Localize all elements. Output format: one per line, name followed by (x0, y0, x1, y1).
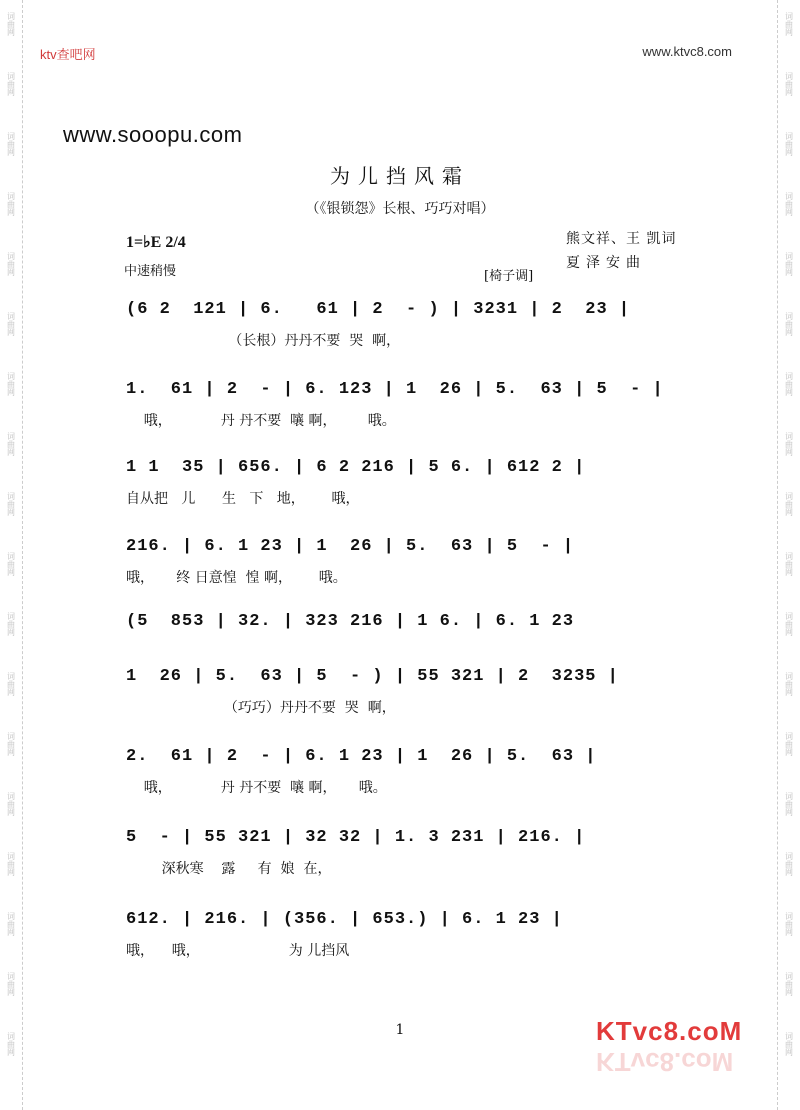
side-watermark: 词曲网 (6, 552, 16, 576)
lyrics-line: 哦， 哦， 为 儿挡风 (126, 943, 350, 959)
side-watermark: 词曲网 (784, 432, 794, 456)
side-watermark: 词曲网 (784, 372, 794, 396)
side-watermark: 词曲网 (6, 852, 16, 876)
side-watermark: 词曲网 (6, 1032, 16, 1056)
side-watermark: 词曲网 (784, 792, 794, 816)
notation: (6 2 121 | 6. 61 | 2 - ) | 3231 | 2 23 | (126, 300, 631, 319)
lyricist-credit: 熊文祥、王 凯词 (566, 231, 677, 247)
tempo-marking: 中速稍慢 (124, 264, 177, 279)
score-line (120, 380, 710, 446)
source-url: www.sooopu.com (63, 122, 243, 147)
side-watermark: 词曲网 (784, 132, 794, 156)
score-line (120, 667, 710, 733)
header-site-url[interactable]: www.ktvc8.com (642, 44, 732, 59)
ktvc8-logo-reflection: KTvc8.coM (596, 1047, 734, 1077)
side-watermark: 词曲网 (6, 252, 16, 276)
side-watermark: 词曲网 (784, 1032, 794, 1056)
side-watermark: 词曲网 (784, 612, 794, 636)
score-line (120, 747, 710, 813)
notation: 612. | 216. | (356. | 653.) | 6. 1 23 | (126, 910, 563, 929)
lyrics-line: 深秋寒 露 有 娘 在， (126, 861, 332, 877)
side-watermark: 词曲网 (784, 732, 794, 756)
score-line (120, 910, 710, 976)
side-watermark: 词曲网 (784, 192, 794, 216)
side-watermark: 词曲网 (6, 312, 16, 336)
side-watermark: 词曲网 (6, 132, 16, 156)
side-watermark: 词曲网 (784, 492, 794, 516)
lyrics-line: 自从把 儿 生 下 地， 哦， (126, 491, 360, 507)
tune-name: [椅子调] (484, 269, 534, 284)
score-line (120, 537, 710, 603)
side-watermark: 词曲网 (784, 552, 794, 576)
notation: 2. 61 | 2 - | 6. 1 23 | 1 26 | 5. 63 | (126, 747, 597, 766)
score-line (120, 828, 710, 894)
composer-credit: 夏泽安曲 (566, 255, 646, 271)
side-watermark: 词曲网 (784, 912, 794, 936)
page-number: 1 (395, 1022, 405, 1038)
notation: 5 - | 55 321 | 32 32 | 1. 3 231 | 216. | (126, 828, 586, 847)
side-watermark: 词曲网 (6, 732, 16, 756)
score-line (120, 300, 710, 366)
song-subtitle: （《银锁怨》长根、巧巧对唱） (305, 201, 495, 217)
notation: (5 853 | 32. | 323 216 | 1 6. | 6. 1 23 (126, 612, 575, 631)
side-watermark: 词曲网 (784, 852, 794, 876)
side-watermark: 词曲网 (6, 12, 16, 36)
side-watermark: 词曲网 (6, 972, 16, 996)
side-watermark: 词曲网 (6, 912, 16, 936)
notation: 1. 61 | 2 - | 6. 123 | 1 26 | 5. 63 | 5 - | (126, 380, 664, 399)
side-watermark: 词曲网 (6, 612, 16, 636)
header-site-name[interactable]: ktv查吧网 (40, 47, 96, 62)
side-watermark: 词曲网 (784, 312, 794, 336)
notation: 216. | 6. 1 23 | 1 26 | 5. 63 | 5 - | (126, 537, 575, 556)
side-watermark: 词曲网 (784, 972, 794, 996)
side-watermark: 词曲网 (6, 672, 16, 696)
notation: 1 1 35 | 656. | 6 2 216 | 5 6. | 612 2 | (126, 458, 586, 477)
lyrics-line: 哦， 终 日意惶 惶 啊， 哦。 (126, 570, 347, 586)
side-watermark: 词曲网 (6, 192, 16, 216)
side-watermark: 词曲网 (784, 12, 794, 36)
side-watermark: 词曲网 (6, 72, 16, 96)
notation: 1 26 | 5. 63 | 5 - ) | 55 321 | 2 3235 | (126, 667, 619, 686)
ktvc8-logo[interactable]: KTvc8.coM (596, 1016, 743, 1046)
key-signature: 1=♭E 2/4 (126, 234, 186, 251)
side-watermark: 词曲网 (784, 672, 794, 696)
side-watermark: 词曲网 (6, 792, 16, 816)
lyrics-line: （长根）丹丹不要 哭 啊， (126, 333, 401, 349)
lyrics-line: 哦， 丹 丹不要 嚷 啊， 哦。 (126, 413, 396, 429)
side-watermark: 词曲网 (6, 432, 16, 456)
side-watermark: 词曲网 (784, 72, 794, 96)
song-title: 为儿挡风霜 (330, 164, 470, 188)
lyrics-line: （巧巧）丹丹不要 哭 啊， (126, 700, 396, 716)
score-line (120, 458, 710, 524)
side-watermark: 词曲网 (6, 372, 16, 396)
side-watermark: 词曲网 (6, 492, 16, 516)
lyrics-line: 哦， 丹 丹不要 嚷 啊， 哦。 (126, 780, 387, 796)
side-watermark: 词曲网 (784, 252, 794, 276)
